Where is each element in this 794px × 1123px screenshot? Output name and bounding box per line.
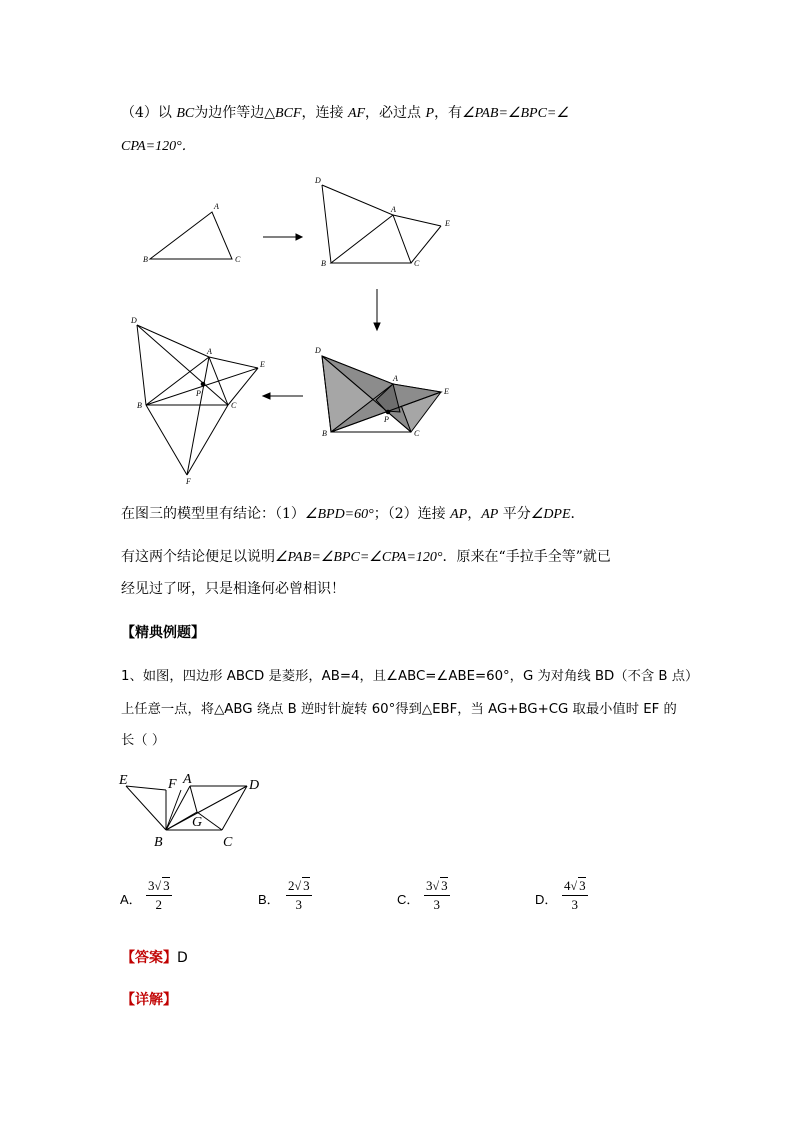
fig4-label-a: A <box>207 347 212 356</box>
fig4-label-f: F <box>186 477 191 486</box>
rhombus-label-b: B <box>154 835 163 850</box>
option-c-letter: C． <box>397 892 420 907</box>
conclusion-text-c: ， <box>467 506 482 522</box>
fig3-label-c: C <box>414 429 420 438</box>
conclusion-text-a: 在图三的模型里有结论：（1） <box>121 506 305 522</box>
option-a-rad: 3 <box>163 878 170 893</box>
option-c-num: 3 <box>426 878 433 893</box>
remark-text-b: ．原来在“手拉手全等”就已 <box>442 549 611 565</box>
fig1-label-b: B <box>143 255 148 264</box>
fig1-triangle <box>150 212 232 259</box>
option-d-den: 3 <box>571 897 579 912</box>
conclusion-text-e: ． <box>570 506 585 522</box>
option-c-den: 3 <box>433 897 441 912</box>
fig2-label-c: C <box>414 259 420 268</box>
option-b-rad: 3 <box>303 878 310 893</box>
fig3-label-b: B <box>322 429 327 438</box>
intro-bcf: BCF <box>275 106 302 121</box>
conclusion-text-d: 平分 <box>498 506 531 522</box>
fig4-label-d: D <box>131 316 137 325</box>
fig4-label-b: B <box>137 401 142 410</box>
option-b-letter: B． <box>258 892 280 907</box>
problem-line-1: 1、如图，四边形 ABCD 是菱形，AB=4，且∠ABC=∠ABE=60°，G 为对角线 BD（不含 B 点） <box>121 669 699 684</box>
option-a-letter: A． <box>120 892 142 907</box>
remark-line-2 <box>121 580 345 598</box>
intro-line-2-text: CPA=120°． <box>121 139 196 154</box>
option-c-rad: 3 <box>441 878 448 893</box>
remark-line-1 <box>121 548 611 567</box>
intro-mid: 为边作等边 <box>194 105 265 121</box>
fig4-label-p: P <box>196 389 201 398</box>
answer-value: D <box>177 950 188 966</box>
conclusion-ap2: AP <box>481 507 499 522</box>
fig4-label-e: E <box>260 360 265 369</box>
rhombus-label-g: G <box>192 815 203 830</box>
answer-tag: 【答案】 <box>121 950 177 966</box>
remark-angles: ∠PAB=∠BPC=∠CPA=120° <box>275 550 443 565</box>
intro-mid3: ，必过点 <box>365 105 426 121</box>
intro-prefix: （4）以 <box>121 105 177 121</box>
fig2-lines <box>322 185 411 263</box>
fig2-label-a: A <box>391 205 396 214</box>
problem-line-3: 长（ ） <box>121 733 166 748</box>
option-d-rad: 3 <box>579 878 586 893</box>
intro-af: AF <box>347 106 366 121</box>
conclusion-text-b: ；（2）连接 <box>373 506 451 522</box>
intro-mid4: ，有 <box>434 105 463 121</box>
option-a-den: 2 <box>155 897 163 912</box>
fig3-label-e: E <box>444 387 449 396</box>
fig3-label-d: D <box>315 346 321 355</box>
fig3-label-a: A <box>393 374 398 383</box>
intro-angles: ∠PAB=∠BPC=∠ <box>462 106 569 121</box>
intro-mid2: ，连接 <box>301 105 348 121</box>
option-d-num: 4 <box>564 878 571 893</box>
rhombus-label-f: F <box>168 777 177 792</box>
option-d-letter: D． <box>535 892 558 907</box>
intro-p: P <box>425 106 435 121</box>
rhombus-label-e: E <box>119 773 128 788</box>
remark-line-2-text: 经见过了呀，只是相逢何必曾相识！ <box>121 581 345 597</box>
fig2-label-e: E <box>445 219 450 228</box>
detail-tag: 【详解】 <box>121 992 177 1008</box>
option-a-fraction: $\frac{3√ 3}{2}$ <box>148 878 170 912</box>
rhombus-figure <box>126 786 247 830</box>
rhombus-label-a: A <box>183 772 192 787</box>
answer-line <box>121 949 188 967</box>
fig3-label-p: P <box>384 415 389 424</box>
figure-labels <box>130 176 450 486</box>
option-a-num: 3 <box>148 878 155 893</box>
fig2-label-b: B <box>321 259 326 268</box>
conclusion-line <box>121 505 585 524</box>
conclusion-dpe: ∠DPE <box>530 507 571 522</box>
intro-triangle-symbol: △ <box>264 105 276 121</box>
fig4-label-c: C <box>231 401 237 410</box>
option-b-num: 2 <box>288 878 295 893</box>
section-title: 【精典例题】 <box>121 625 205 641</box>
remark-text-a: 有这两个结论便足以说明 <box>121 549 275 565</box>
problem-line-2: 上任意一点，将△ABG 绕点 B 逆时针旋转 60°得到△EBF，当 AG+BG+CG 取最小值时 EF 的 <box>121 702 677 717</box>
rhombus-label-c: C <box>223 835 233 850</box>
fig2-label-d: D <box>315 176 321 185</box>
rhombus-labels <box>118 772 259 850</box>
fig1-label-c: C <box>235 255 241 264</box>
option-c-fraction: $\frac{3√ 3}{3}$ <box>426 878 448 912</box>
fig1-label-a: A <box>214 202 219 211</box>
conclusion-bpd: ∠BPD=60° <box>304 507 374 522</box>
intro-bc: BC <box>176 106 195 121</box>
option-b-fraction: $\frac{2√ 3}{3}$ <box>288 878 310 912</box>
rhombus-label-d: D <box>249 778 260 793</box>
option-d-fraction: $\frac{4√ 3}{3}$ <box>564 878 586 912</box>
conclusion-ap1: AP <box>450 507 468 522</box>
option-b-den: 3 <box>295 897 303 912</box>
